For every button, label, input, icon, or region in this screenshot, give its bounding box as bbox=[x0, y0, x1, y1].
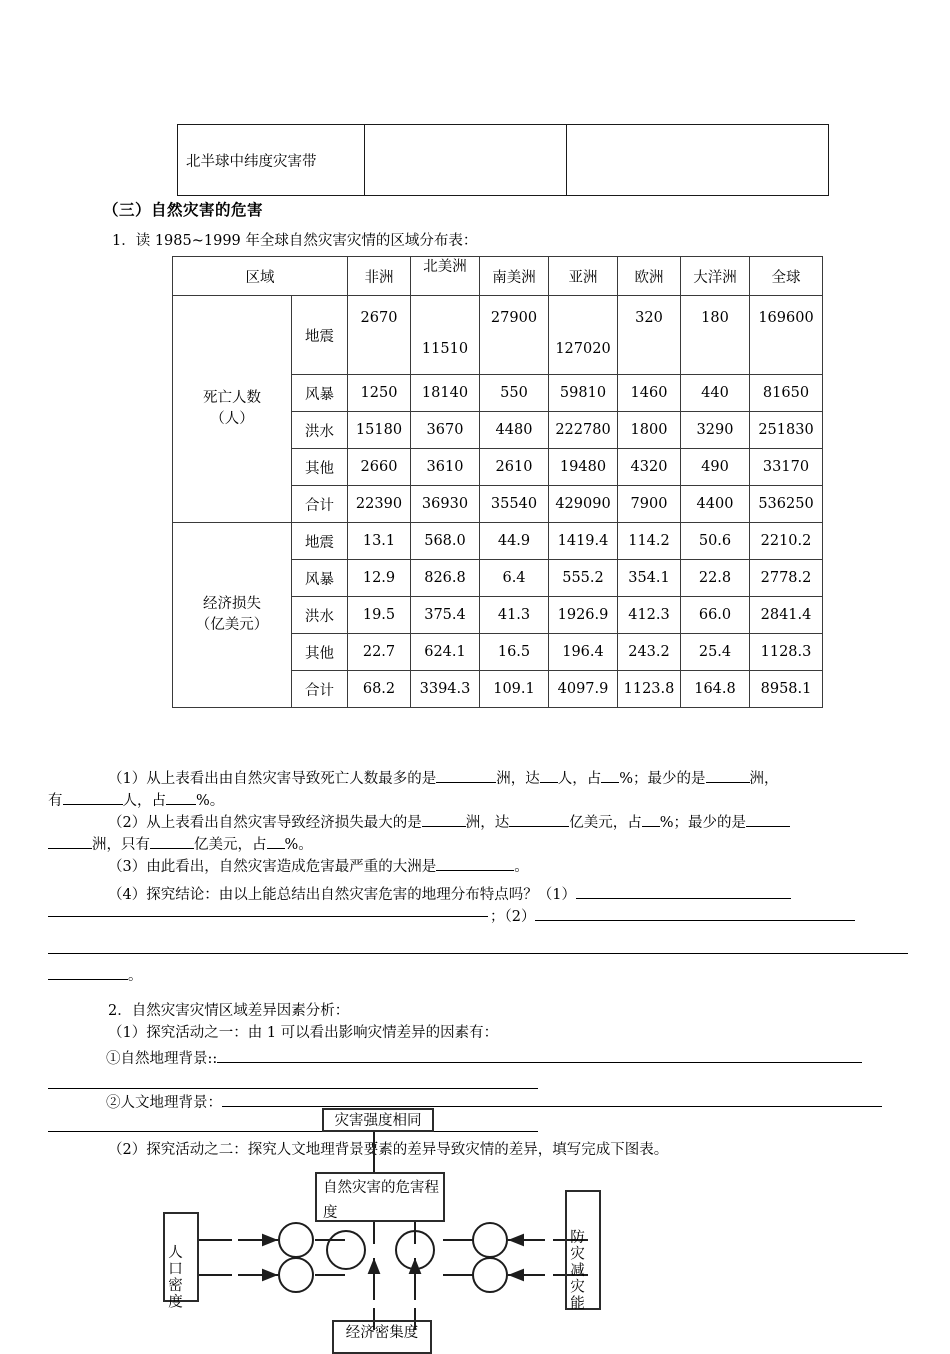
top-table-cell-label: 北半球中纬度灾害带 bbox=[178, 125, 365, 196]
question-2-1-human-label: ②人文地理背景： bbox=[106, 1095, 222, 1111]
blank-field[interactable] bbox=[509, 826, 569, 827]
cell-deaths-other-africa: 2660 bbox=[348, 449, 411, 486]
blank-field[interactable] bbox=[267, 848, 285, 849]
cell-loss-earthquake-north-america: 568.0 bbox=[411, 523, 480, 560]
cell-value: 320 bbox=[635, 310, 663, 326]
question-4-text-b: ；（2） bbox=[490, 909, 536, 925]
cell-deaths-storm-africa: 1250 bbox=[348, 375, 411, 412]
blank-field[interactable] bbox=[217, 1062, 862, 1063]
cell-deaths-total-europe: 7900 bbox=[618, 486, 681, 523]
question-1-text-a: （1）从上表看出由自然灾害导致死亡人数最多的是 bbox=[108, 771, 437, 787]
cell-loss-earthquake-global: 2210.2 bbox=[750, 523, 823, 560]
table-row bbox=[173, 523, 823, 560]
diagram-box-right-text: 防灾减灾能 bbox=[567, 1228, 584, 1312]
question-2-2-text: （2）探究活动之二：探究人文地理背景要素的差异导致灾情的差异，填写完成下图表。 bbox=[108, 1142, 669, 1158]
question-4-end bbox=[48, 965, 928, 987]
question-1-text-b: 洲，达 bbox=[496, 771, 540, 787]
cell-loss-other-oceania: 25.4 bbox=[681, 634, 750, 671]
blank-field[interactable] bbox=[63, 804, 123, 805]
question-2-text-a: （2）从上表看出自然灾害导致经济损失最大的是 bbox=[108, 815, 422, 831]
cell-loss-storm-south-america: 6.4 bbox=[480, 560, 549, 597]
cell-deaths-flood-asia: 222780 bbox=[549, 412, 618, 449]
row-type-storm-deaths: 风暴 bbox=[292, 375, 348, 412]
blank-field[interactable] bbox=[576, 898, 791, 899]
cell-loss-other-europe: 243.2 bbox=[618, 634, 681, 671]
cell-deaths-storm-global: 81650 bbox=[750, 375, 823, 412]
cell-loss-flood-global: 2841.4 bbox=[750, 597, 823, 634]
cell-value: 2670 bbox=[360, 310, 398, 326]
cell-loss-other-asia: 196.4 bbox=[549, 634, 618, 671]
question-1-text-h: %。 bbox=[196, 793, 225, 809]
cell-deaths-storm-oceania: 440 bbox=[681, 375, 750, 412]
cell-deaths-storm-north-america: 18140 bbox=[411, 375, 480, 412]
question-2-text-b: 洲，达 bbox=[465, 815, 510, 831]
header-north-america bbox=[411, 257, 480, 296]
question-1-text-d: %；最少的是 bbox=[619, 771, 706, 787]
blank-field[interactable] bbox=[601, 782, 619, 783]
cell-deaths-earthquake-oceania bbox=[681, 296, 750, 375]
blank-field[interactable] bbox=[222, 1106, 882, 1107]
item-2-label bbox=[48, 1000, 928, 1022]
header-oceania: 大洋洲 bbox=[681, 257, 750, 296]
top-table-cell-empty-2 bbox=[567, 125, 829, 196]
question-1-text-g: 人，占 bbox=[122, 793, 166, 809]
cell-deaths-total-north-america: 36930 bbox=[411, 486, 480, 523]
row-type-earthquake-deaths: 地震 bbox=[292, 296, 348, 375]
diagram-box-intensity: 灾害强度相同 bbox=[322, 1108, 434, 1132]
cell-loss-storm-europe: 354.1 bbox=[618, 560, 681, 597]
rowgroup-label-loss bbox=[173, 523, 292, 708]
question-2-2 bbox=[48, 1139, 928, 1161]
question-2-1-text: （1）探究活动之一：由 1 可以看出影响灾情差异的因素有： bbox=[108, 1025, 499, 1041]
cell-deaths-earthquake-europe bbox=[618, 296, 681, 375]
cell-value: 180 bbox=[701, 310, 729, 326]
cell-deaths-earthquake-north-america bbox=[411, 296, 480, 375]
cell-deaths-storm-asia: 59810 bbox=[549, 375, 618, 412]
row-type-earthquake-loss: 地震 bbox=[292, 523, 348, 560]
question-2 bbox=[48, 812, 928, 856]
blank-field[interactable] bbox=[746, 826, 790, 827]
question-2-1-natural-label: ①自然地理背景:: bbox=[106, 1051, 218, 1067]
answer-rule-2[interactable] bbox=[48, 953, 908, 954]
cell-deaths-flood-europe: 1800 bbox=[618, 412, 681, 449]
header-global: 全球 bbox=[750, 257, 823, 296]
blank-field[interactable] bbox=[422, 826, 466, 827]
blank-field[interactable] bbox=[642, 826, 660, 827]
cell-loss-total-south-america: 109.1 bbox=[480, 671, 549, 708]
blank-field[interactable] bbox=[48, 979, 128, 980]
cell-value: 127020 bbox=[555, 341, 611, 357]
cell-deaths-other-oceania: 490 bbox=[681, 449, 750, 486]
cell-loss-flood-africa: 19.5 bbox=[348, 597, 411, 634]
header-asia: 亚洲 bbox=[549, 257, 618, 296]
question-4-text-c: 。 bbox=[128, 968, 143, 984]
header-africa: 非洲 bbox=[348, 257, 411, 296]
cell-loss-total-asia: 4097.9 bbox=[549, 671, 618, 708]
answer-rule-1[interactable] bbox=[48, 916, 488, 917]
blank-field[interactable] bbox=[48, 848, 92, 849]
table-header-row bbox=[173, 257, 823, 296]
cell-deaths-total-global: 536250 bbox=[750, 486, 823, 523]
cell-deaths-total-oceania: 4400 bbox=[681, 486, 750, 523]
table-row bbox=[178, 125, 829, 196]
cell-loss-earthquake-europe: 114.2 bbox=[618, 523, 681, 560]
cell-loss-flood-oceania: 66.0 bbox=[681, 597, 750, 634]
row-type-storm-loss: 风暴 bbox=[292, 560, 348, 597]
disaster-data-table bbox=[172, 256, 823, 708]
cell-loss-earthquake-africa: 13.1 bbox=[348, 523, 411, 560]
question-1-text-e: 洲， bbox=[749, 771, 779, 787]
rowgroup-label-deaths-line1: 死亡人数 bbox=[203, 389, 261, 406]
question-2-text-d: %；最少的是 bbox=[659, 815, 747, 831]
cell-loss-total-north-america: 3394.3 bbox=[411, 671, 480, 708]
question-2-1-natural bbox=[48, 1048, 928, 1070]
cell-loss-other-global: 1128.3 bbox=[750, 634, 823, 671]
answer-rule-4[interactable] bbox=[48, 1131, 538, 1132]
question-4-text-a: （4）探究结论：由以上能总结出自然灾害危害的地理分布特点吗？（1） bbox=[108, 887, 576, 903]
rowgroup-label-loss-line1: 经济损失 bbox=[203, 595, 261, 612]
rowgroup-label-deaths-line2: （人） bbox=[210, 411, 254, 427]
cell-loss-flood-europe: 412.3 bbox=[618, 597, 681, 634]
question-1-text-f: 有 bbox=[48, 793, 63, 809]
cell-deaths-flood-north-america: 3670 bbox=[411, 412, 480, 449]
cell-deaths-total-africa: 22390 bbox=[348, 486, 411, 523]
row-type-other-loss: 其他 bbox=[292, 634, 348, 671]
blank-field[interactable] bbox=[535, 920, 855, 921]
cell-value: 169600 bbox=[758, 310, 814, 326]
cell-deaths-earthquake-south-america bbox=[480, 296, 549, 375]
cell-loss-earthquake-oceania: 50.6 bbox=[681, 523, 750, 560]
cell-deaths-total-asia: 429090 bbox=[549, 486, 618, 523]
cell-deaths-storm-south-america: 550 bbox=[480, 375, 549, 412]
cell-loss-other-north-america: 624.1 bbox=[411, 634, 480, 671]
cell-deaths-other-south-america: 2610 bbox=[480, 449, 549, 486]
cell-deaths-other-north-america: 3610 bbox=[411, 449, 480, 486]
question-3-text-a: （3）由此看出，自然灾害造成危害最严重的大洲是 bbox=[108, 859, 437, 875]
cell-value: 11510 bbox=[421, 341, 469, 357]
row-type-total-loss: 合计 bbox=[292, 671, 348, 708]
cell-loss-total-oceania: 164.8 bbox=[681, 671, 750, 708]
cell-loss-earthquake-south-america: 44.9 bbox=[480, 523, 549, 560]
item-2-label-text: 2．自然灾害灾情区域差异因素分析： bbox=[108, 1003, 350, 1019]
cell-deaths-other-asia: 19480 bbox=[549, 449, 618, 486]
cell-deaths-flood-south-america: 4480 bbox=[480, 412, 549, 449]
cell-deaths-other-europe: 4320 bbox=[618, 449, 681, 486]
cell-deaths-earthquake-global bbox=[750, 296, 823, 375]
rowgroup-label-deaths bbox=[173, 296, 292, 523]
cell-loss-total-africa: 68.2 bbox=[348, 671, 411, 708]
cell-loss-other-south-america: 16.5 bbox=[480, 634, 549, 671]
diagram-box-bottom: 经济密集度 bbox=[332, 1320, 432, 1354]
cell-loss-storm-oceania: 22.8 bbox=[681, 560, 750, 597]
section-heading: （三）自然灾害的危害 bbox=[103, 201, 264, 219]
cell-loss-earthquake-asia: 1419.4 bbox=[549, 523, 618, 560]
question-2-text-f: 亿美元，占 bbox=[194, 837, 267, 853]
question-1-text-c: 人，占 bbox=[557, 771, 602, 787]
item-1-label: 1．读 1985~1999 年全球自然灾害灾情的区域分布表： bbox=[112, 233, 478, 249]
question-2-1-human bbox=[48, 1092, 928, 1114]
question-4-part2 bbox=[490, 906, 910, 928]
blank-field[interactable] bbox=[150, 848, 194, 849]
header-north-america-text: 北美洲 bbox=[423, 258, 467, 275]
cell-deaths-storm-europe: 1460 bbox=[618, 375, 681, 412]
row-type-other-deaths: 其他 bbox=[292, 449, 348, 486]
cell-loss-storm-global: 2778.2 bbox=[750, 560, 823, 597]
cell-deaths-earthquake-asia bbox=[549, 296, 618, 375]
row-type-flood-deaths: 洪水 bbox=[292, 412, 348, 449]
cell-loss-flood-asia: 1926.9 bbox=[549, 597, 618, 634]
question-2-text-c: 亿美元，占 bbox=[569, 815, 642, 831]
question-2-text-e: 洲，只有 bbox=[92, 837, 150, 853]
cell-loss-storm-africa: 12.9 bbox=[348, 560, 411, 597]
row-type-total-deaths: 合计 bbox=[292, 486, 348, 523]
cell-loss-flood-north-america: 375.4 bbox=[411, 597, 480, 634]
cell-loss-total-global: 8958.1 bbox=[750, 671, 823, 708]
blank-field[interactable] bbox=[166, 804, 196, 805]
header-europe: 欧洲 bbox=[618, 257, 681, 296]
question-3-text-b: 。 bbox=[514, 859, 529, 875]
diagram-box-right bbox=[565, 1190, 601, 1310]
question-2-1 bbox=[48, 1022, 928, 1044]
blank-field[interactable] bbox=[540, 782, 558, 783]
cell-loss-storm-north-america: 826.8 bbox=[411, 560, 480, 597]
cell-deaths-total-south-america: 35540 bbox=[480, 486, 549, 523]
cell-loss-total-europe: 1123.8 bbox=[618, 671, 681, 708]
cell-loss-flood-south-america: 41.3 bbox=[480, 597, 549, 634]
top-table-cell-empty-1 bbox=[365, 125, 567, 196]
cell-deaths-other-global: 33170 bbox=[750, 449, 823, 486]
diagram-box-center: 自然灾害的危害程度 bbox=[315, 1172, 445, 1222]
question-1 bbox=[48, 768, 928, 812]
rowgroup-label-loss-line2: （亿美元） bbox=[195, 617, 269, 633]
cell-value: 27900 bbox=[490, 310, 538, 326]
blank-field[interactable] bbox=[436, 782, 496, 783]
header-region: 区域 bbox=[173, 257, 348, 296]
table-row bbox=[173, 296, 823, 375]
diagram-box-left-text: 人口密度 bbox=[165, 1244, 182, 1310]
diagram-box-left bbox=[163, 1212, 199, 1310]
cell-deaths-flood-oceania: 3290 bbox=[681, 412, 750, 449]
top-partial-table bbox=[177, 124, 829, 196]
cell-loss-storm-asia: 555.2 bbox=[549, 560, 618, 597]
cell-deaths-earthquake-africa bbox=[348, 296, 411, 375]
row-type-flood-loss: 洪水 bbox=[292, 597, 348, 634]
cell-deaths-flood-africa: 15180 bbox=[348, 412, 411, 449]
question-4 bbox=[48, 884, 928, 906]
header-south-america: 南美洲 bbox=[480, 257, 549, 296]
blank-field[interactable] bbox=[436, 870, 514, 871]
cell-loss-other-africa: 22.7 bbox=[348, 634, 411, 671]
question-2-text-g: %。 bbox=[284, 837, 313, 853]
question-3 bbox=[48, 856, 928, 878]
answer-rule-3[interactable] bbox=[48, 1088, 538, 1089]
blank-field[interactable] bbox=[706, 782, 750, 783]
cell-deaths-flood-global: 251830 bbox=[750, 412, 823, 449]
